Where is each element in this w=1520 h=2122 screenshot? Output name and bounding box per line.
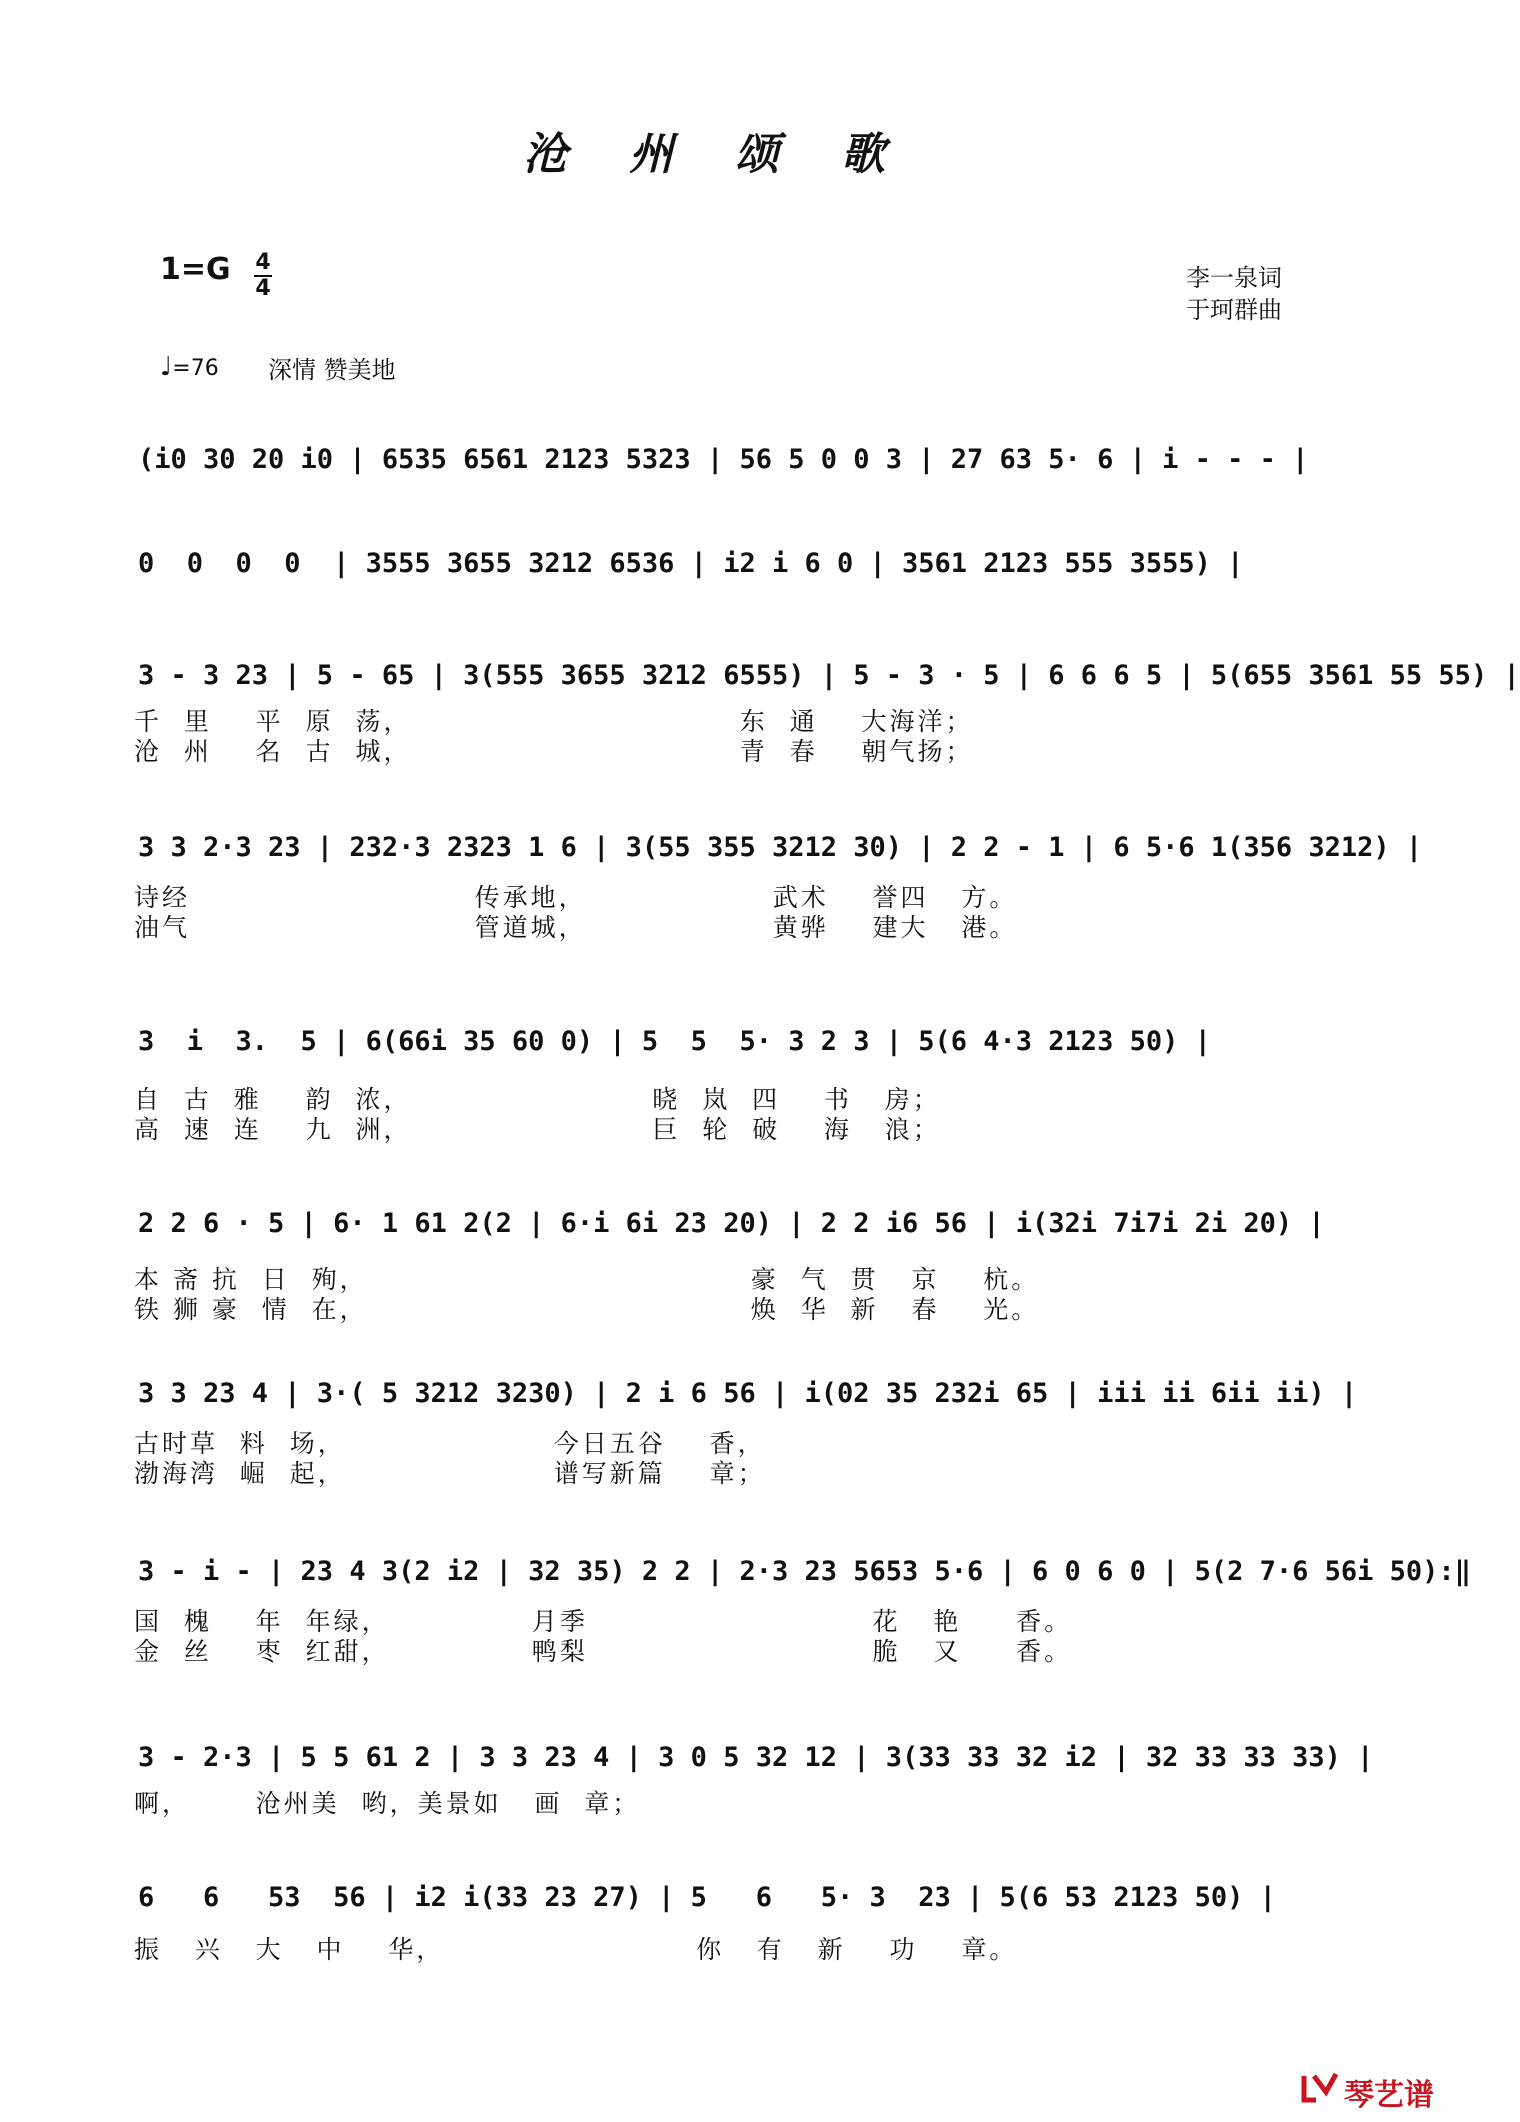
notation-line: 6 6 53 56 | i2 i(33 23 27) | 5 6 5· 3 23 | 5(6 53 2123 50) | (138, 1882, 1276, 1913)
lyrics-verse-1: 诗经 传承地， 武术 誉四 方。 (134, 883, 1018, 912)
notation-line: 3 - 2·3 | 5 5 61 2 | 3 3 23 4 | 3 0 5 32 12 | 3(33 33 32 i2 | 32 33 33 33) | (138, 1742, 1374, 1773)
lyrics-verse-2: 高 速 连 九 洲， 巨 轮 破 海 浪； (134, 1115, 941, 1144)
tempo-marking (160, 352, 219, 382)
lyrics-verse-1: 国 槐 年 年绿， 月季 花 艳 香。 (134, 1607, 1073, 1636)
notation-line: 3 3 2·3 23 | 232·3 2323 1 6 | 3(55 355 3212 30) | 2 2 - 1 | 6 5·6 1(356 3212) | (138, 832, 1423, 863)
quarter-note-icon: ♩ (160, 352, 173, 382)
time-signature-top: 4 (255, 250, 271, 275)
notation-line: 3 i 3. 5 | 6(66i 35 60 0) | 5 5 5· 3 2 3 | 5(6 4·3 2123 50) | (138, 1026, 1211, 1057)
time-signature-bottom: 4 (255, 276, 271, 301)
notation-line: 3 - i - | 23 4 3(2 i2 | 32 35) 2 2 | 2·3 23 5653 5·6 | 6 0 6 0 | 5(2 7·6 56i 50):‖ (138, 1556, 1471, 1587)
lyrics-verse-1: 啊， 沧州美 哟，美景如 画 章； (134, 1789, 641, 1818)
composer-credit: 于珂群曲 (1186, 297, 1282, 324)
notation-line: 2 2 6 · 5 | 6· 1 61 2(2 | 6·i 6i 23 20) | 2 2 i6 56 | i(32i 7i7i 2i 20) | (138, 1208, 1325, 1239)
lyrics-verse-1: 古时草 料 场， 今日五谷 香， (134, 1429, 766, 1458)
watermark-logo (1300, 2068, 1450, 2113)
notation-line: 3 3 23 4 | 3·( 5 3212 3230) | 2 i 6 56 | i(02 35 232i 65 | iii ii 6ii ii) | (138, 1378, 1358, 1409)
notation-line: 0 0 0 0 | 3555 3655 3212 6536 | i2 i 6 0 | 3561 2123 555 3555) | (138, 548, 1244, 579)
watermark-text: 琴艺谱 (1344, 2078, 1434, 2113)
lyrics-verse-2: 沧 州 名 古 城， 青 春 朝气扬； (134, 737, 974, 766)
notation-line: 3 - 3 23 | 5 - 65 | 3(555 3655 3212 6555) | 5 - 3 · 5 | 6 6 6 5 | 5(655 3561 55 55) | (138, 660, 1520, 691)
lyrics-verse-1: 振 兴 大 中 华， 你 有 新 功 章。 (134, 1935, 1018, 1964)
lyrics-verse-2: 油气 管道城， 黄骅 建大 港。 (134, 913, 1018, 942)
lyrics-verse-2: 铁 狮 豪 情 在， 焕 华 新 春 光。 (134, 1295, 1040, 1324)
lyrics-verse-1: 千 里 平 原 荡， 东 通 大海洋； (134, 707, 974, 736)
lyrics-verse-1: 自 古 雅 韵 浓， 晓 岚 四 书 房； (134, 1085, 941, 1114)
lyrics-verse-2: 渤海湾 崛 起， 谱写新篇 章； (134, 1459, 766, 1488)
key-signature: 1=G (160, 252, 231, 287)
lyrics-verse-1: 本 斋 抗 日 殉， 豪 气 贯 京 杭。 (134, 1265, 1040, 1294)
logo-icon (1300, 2068, 1340, 2108)
lyricist-credit: 李一泉词 (1186, 265, 1282, 292)
lyrics-verse-2: 金 丝 枣 红甜， 鸭梨 脆 又 香。 (134, 1637, 1073, 1666)
tempo-value: =76 (172, 356, 219, 381)
expression-marking: 深情 赞美地 (268, 356, 396, 384)
notation-line: (i0 30 20 i0 | 6535 6561 2123 5323 | 56 5 0 0 3 | 27 63 5· 6 | i - - - | (138, 444, 1309, 475)
song-title: 沧州颂歌 (523, 129, 947, 180)
time-signature (254, 252, 272, 300)
